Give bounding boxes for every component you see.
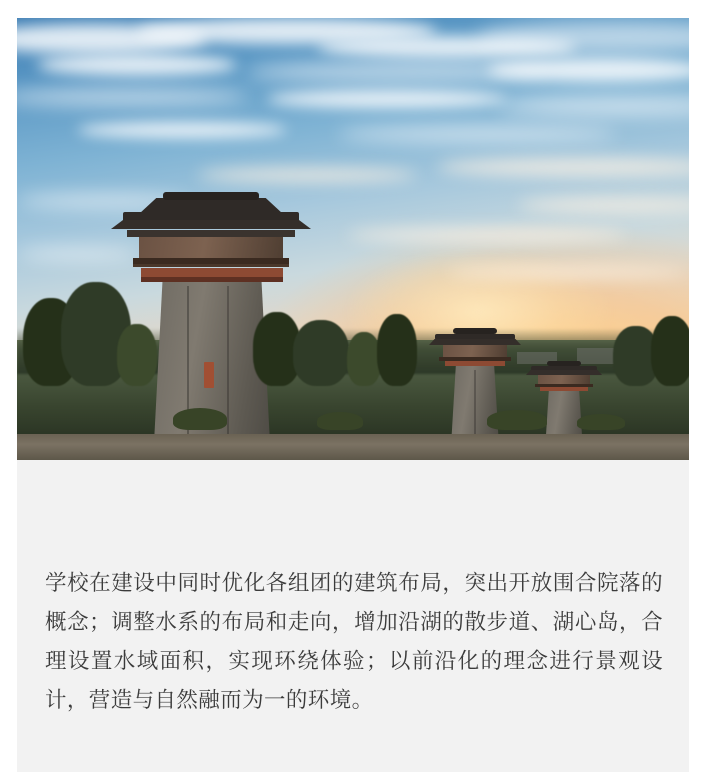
watchtower-middle [427,324,523,452]
caption-paragraph: 学校在建设中同时优化各组团的建筑布局，突出开放围合院落的概念；调整水系的布局和走向，增加沿湖的散步道、湖心岛，合理设置水域面积，实现环绕体验；以前沿化的理念进行景观设计，营造与自然融而为一的环境。 [45,570,663,713]
shrub [577,414,625,430]
shrub [173,408,227,430]
foreground-path [17,434,689,460]
shrub [317,412,363,430]
tree [377,314,417,386]
tree [347,332,381,386]
caption-block [17,460,689,772]
tree [117,324,157,386]
tree [293,320,349,386]
campus-watchtower-photo [17,18,689,460]
shrub [487,410,547,430]
tree [651,316,689,386]
